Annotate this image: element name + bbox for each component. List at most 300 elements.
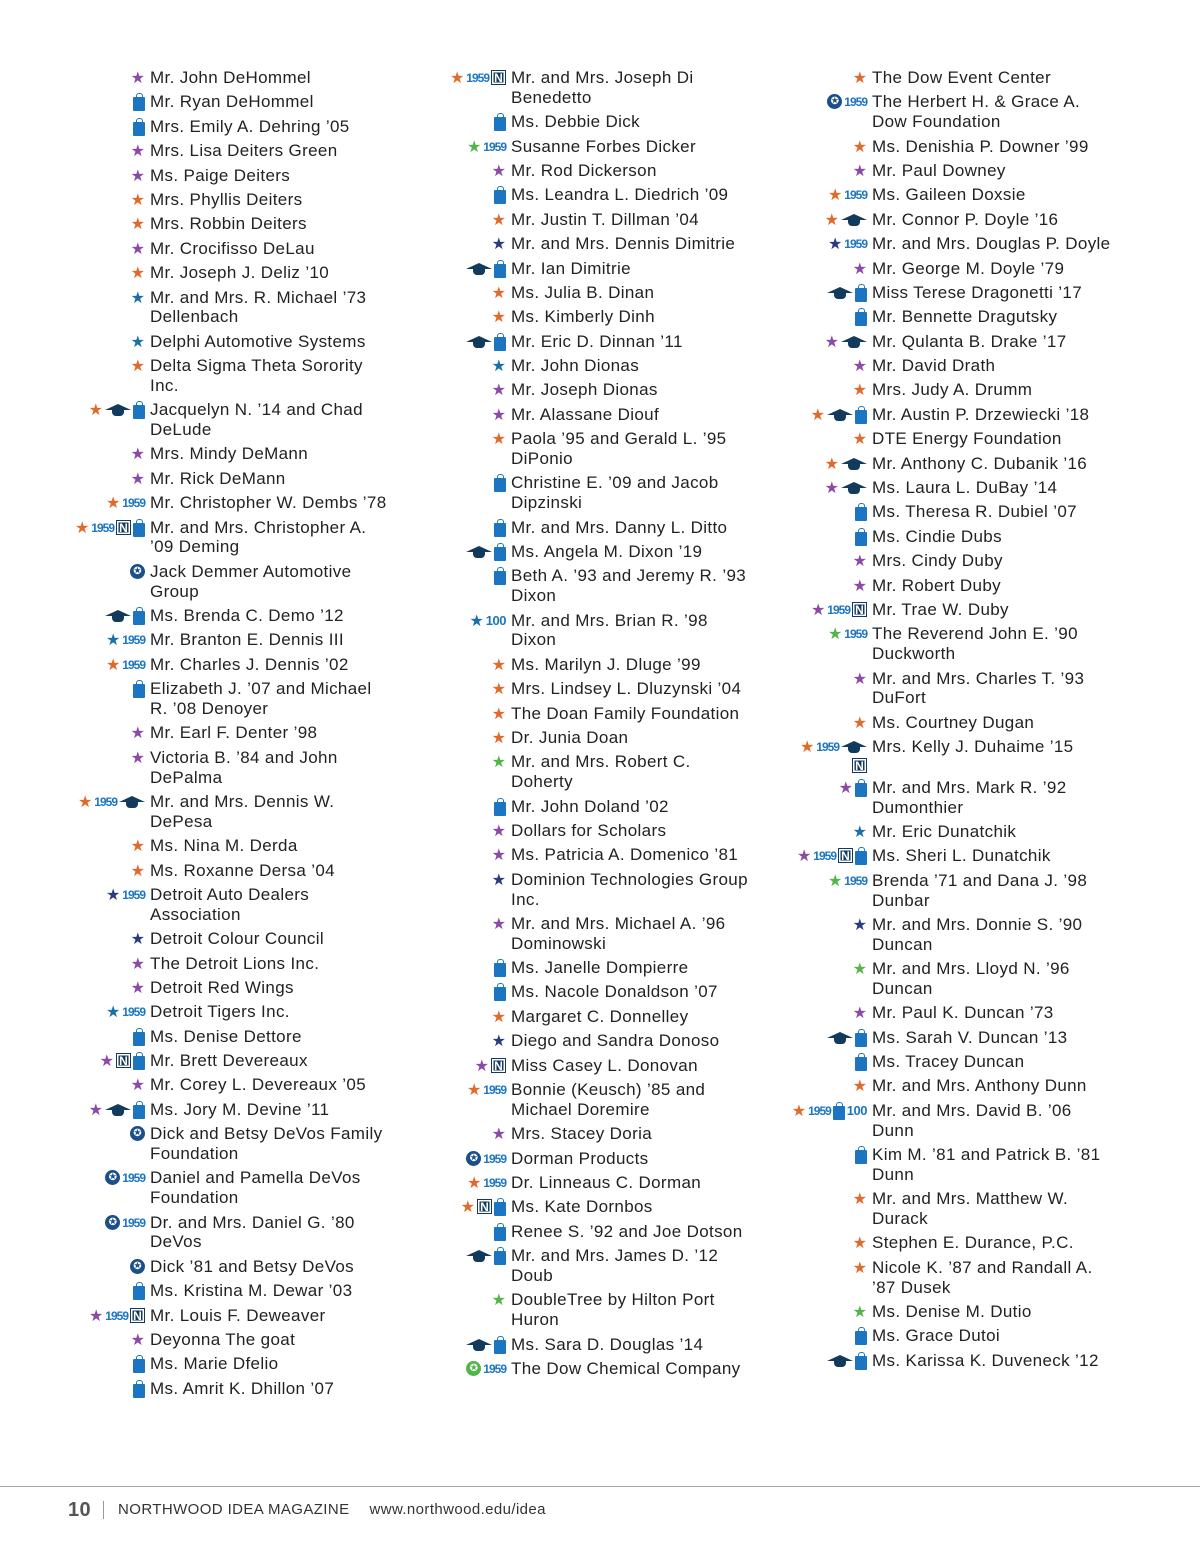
donor-name: Detroit Tigers Inc. bbox=[150, 1002, 290, 1022]
star-orange-icon: ★ bbox=[827, 187, 843, 205]
star-orange-icon: ★ bbox=[791, 1102, 807, 1120]
star-orange-icon: ★ bbox=[449, 70, 465, 87]
donor-icons bbox=[62, 1168, 150, 1186]
donor-icons bbox=[784, 1076, 872, 1095]
graduation-cap-icon bbox=[827, 287, 853, 301]
shopping-bag-icon bbox=[855, 851, 867, 865]
star-navy-icon: ★ bbox=[852, 916, 867, 934]
donor-entry bbox=[784, 259, 1114, 279]
shopping-bag-icon bbox=[133, 97, 145, 111]
donor-name: Ms. Grace Dutoi bbox=[872, 1326, 1001, 1346]
donor-icons bbox=[62, 1100, 150, 1119]
donor-icons bbox=[784, 600, 872, 619]
shopping-bag-icon bbox=[133, 523, 145, 537]
donor-entry bbox=[62, 1306, 392, 1326]
donor-name: Deyonna The goat bbox=[150, 1329, 296, 1349]
donor-entry bbox=[784, 576, 1114, 596]
society-1959-icon: 1959 bbox=[808, 1103, 831, 1118]
donor-name: Delphi Automotive Systems bbox=[150, 331, 366, 351]
star-orange-icon: ★ bbox=[852, 1235, 867, 1253]
donor-icons bbox=[62, 655, 150, 674]
star-blue-icon: ★ bbox=[130, 289, 145, 307]
star-orange-icon: ★ bbox=[491, 705, 506, 723]
donor-entry bbox=[62, 400, 392, 440]
star-purple-icon: ★ bbox=[824, 480, 839, 498]
donor-icons bbox=[62, 239, 150, 258]
star-blue-icon: ★ bbox=[130, 333, 145, 351]
donor-icons bbox=[423, 185, 511, 204]
donor-name: Mr. Joseph J. Deliz ’10 bbox=[150, 263, 330, 283]
star-orange-icon: ★ bbox=[824, 455, 839, 473]
shopping-bag-icon bbox=[133, 611, 145, 625]
donor-entry bbox=[784, 137, 1114, 157]
donor-icons bbox=[423, 1197, 511, 1216]
shopping-bag-icon bbox=[855, 288, 867, 302]
star-purple-icon: ★ bbox=[491, 915, 506, 933]
donor-icons bbox=[62, 1306, 150, 1325]
northwood-n-icon: N bbox=[116, 1053, 131, 1068]
donor-name: Mr. and Mrs. Donnie S. ’90 Duncan bbox=[872, 914, 1083, 954]
donor-entry bbox=[784, 1233, 1114, 1253]
donor-name: Margaret C. Donnelley bbox=[511, 1006, 689, 1026]
society-1959-icon: 1959 bbox=[483, 1151, 506, 1166]
donor-name: Mr. and Mrs. R. Michael ’73 Dellenbach bbox=[150, 287, 367, 327]
footer-separator bbox=[103, 1501, 104, 1519]
northwood-n-icon: N bbox=[838, 848, 853, 863]
donor-entry bbox=[423, 752, 753, 792]
donor-name: Nicole K. ’87 and Randall A. ’87 Dusek bbox=[872, 1257, 1093, 1297]
donor-icons bbox=[62, 978, 150, 997]
donor-icons bbox=[423, 429, 511, 448]
donor-entry bbox=[423, 112, 753, 132]
donor-icons bbox=[62, 1002, 150, 1021]
star-blue-icon: ★ bbox=[469, 612, 484, 630]
donor-entry bbox=[784, 959, 1114, 999]
donor-name: Ms. Sarah V. Duncan ’13 bbox=[872, 1027, 1068, 1047]
donor-name: Ms. Kimberly Dinh bbox=[511, 307, 655, 327]
donor-icons bbox=[62, 166, 150, 185]
donor-column-1 bbox=[62, 68, 392, 1403]
donor-entry bbox=[784, 1351, 1114, 1371]
graduation-cap-icon bbox=[827, 409, 853, 423]
donor-entry bbox=[784, 210, 1114, 230]
society-1959-icon: 1959 bbox=[122, 496, 145, 511]
star-purple-icon: ★ bbox=[491, 406, 506, 424]
donor-entry bbox=[62, 1213, 392, 1253]
donor-icons bbox=[784, 1101, 872, 1120]
shopping-bag-icon bbox=[833, 1106, 845, 1120]
donor-icons bbox=[423, 752, 511, 771]
donor-icons bbox=[62, 518, 150, 537]
donor-name: Miss Terese Dragonetti ’17 bbox=[872, 282, 1083, 302]
donor-icons bbox=[62, 836, 150, 855]
donor-icons bbox=[784, 778, 872, 797]
star-green-icon: ★ bbox=[827, 872, 843, 890]
circle-star-icon: ✪ bbox=[130, 564, 145, 579]
donor-icons bbox=[784, 429, 872, 448]
donor-entry bbox=[423, 283, 753, 303]
donor-entry bbox=[62, 1100, 392, 1120]
donor-entry bbox=[62, 493, 392, 513]
star-purple-icon: ★ bbox=[491, 847, 506, 865]
donor-icons bbox=[62, 288, 150, 307]
donor-entry bbox=[62, 332, 392, 352]
donor-entry bbox=[784, 551, 1114, 571]
donor-icons bbox=[423, 518, 511, 537]
graduation-cap-icon bbox=[827, 1355, 853, 1369]
donor-entry bbox=[62, 679, 392, 719]
donor-entry bbox=[784, 713, 1114, 733]
donor-name: Dr. Linneaus C. Dorman bbox=[511, 1173, 702, 1193]
donor-icons bbox=[784, 454, 872, 473]
donor-icons bbox=[784, 405, 872, 424]
donor-entry bbox=[423, 1246, 753, 1286]
shopping-bag-icon bbox=[133, 1105, 145, 1119]
donor-icons bbox=[784, 137, 872, 156]
donor-entry bbox=[62, 929, 392, 949]
footer-divider bbox=[0, 1486, 1200, 1487]
star-purple-icon: ★ bbox=[99, 1053, 114, 1071]
donor-entry bbox=[423, 1056, 753, 1076]
shopping-bag-icon bbox=[855, 532, 867, 546]
star-navy-icon: ★ bbox=[827, 236, 843, 254]
donor-icons bbox=[62, 792, 150, 811]
shopping-bag-icon bbox=[494, 571, 506, 585]
star-purple-icon: ★ bbox=[130, 979, 145, 997]
donor-name: Mrs. Judy A. Drumm bbox=[872, 380, 1033, 400]
donor-entry bbox=[423, 234, 753, 254]
star-orange-icon: ★ bbox=[852, 382, 867, 400]
donor-icons bbox=[423, 1359, 511, 1377]
society-1959-icon: 1959 bbox=[483, 1361, 506, 1376]
circle-star-icon: ✪ bbox=[827, 94, 842, 109]
circle-star-icon: ✪ bbox=[105, 1215, 120, 1230]
star-purple-icon: ★ bbox=[130, 1331, 145, 1349]
donor-name: The Doan Family Foundation bbox=[511, 703, 740, 723]
donor-name: Paola ’95 and Gerald L. ’95 DiPonio bbox=[511, 429, 727, 469]
star-orange-icon: ★ bbox=[852, 1191, 867, 1209]
donor-entry bbox=[62, 954, 392, 974]
star-purple-icon: ★ bbox=[130, 749, 145, 767]
donor-name: The Detroit Lions Inc. bbox=[150, 953, 320, 973]
donor-name: Mrs. Cindy Duby bbox=[872, 551, 1003, 571]
donor-entry bbox=[423, 1031, 753, 1051]
donor-entry bbox=[423, 1335, 753, 1355]
shopping-bag-icon bbox=[133, 684, 145, 698]
donor-name: Renee S. ’92 and Joe Dotson bbox=[511, 1221, 743, 1241]
donor-name: Mr. Ryan DeHommel bbox=[150, 92, 314, 112]
donor-entry bbox=[423, 1124, 753, 1144]
donor-entry bbox=[62, 166, 392, 186]
star-orange-icon: ★ bbox=[852, 138, 867, 156]
donor-name: Mr. Austin P. Drzewiecki ’18 bbox=[872, 404, 1090, 424]
donor-name: Mr. Brett Devereaux bbox=[150, 1051, 308, 1071]
donor-name: Mr. and Mrs. Brian R. ’98 Dixon bbox=[511, 610, 708, 650]
graduation-cap-icon bbox=[841, 482, 867, 496]
donor-name: Mr. and Mrs. Robert C. Doherty bbox=[511, 752, 691, 792]
donor-name: Mrs. Stacey Doria bbox=[511, 1124, 653, 1144]
donor-entry bbox=[423, 68, 753, 108]
donor-entry bbox=[784, 307, 1114, 327]
star-purple-icon: ★ bbox=[130, 955, 145, 973]
star-orange-icon: ★ bbox=[852, 70, 867, 87]
donor-column-2 bbox=[423, 68, 753, 1383]
donor-entry bbox=[62, 836, 392, 856]
donor-name: Mr. and Mrs. Douglas P. Doyle bbox=[872, 234, 1111, 254]
donor-name: Mr. Bennette Dragutsky bbox=[872, 307, 1058, 327]
circle-star-icon: ✪ bbox=[105, 1170, 120, 1185]
donor-icons bbox=[784, 669, 872, 688]
shopping-bag-icon bbox=[494, 963, 506, 977]
shopping-bag-icon bbox=[494, 478, 506, 492]
star-orange-icon: ★ bbox=[130, 358, 145, 376]
circle-star-icon: ✪ bbox=[466, 1151, 481, 1166]
star-orange-icon: ★ bbox=[105, 656, 121, 674]
donor-name: Diego and Sandra Donoso bbox=[511, 1031, 720, 1051]
donor-icons bbox=[784, 1003, 872, 1022]
star-green-icon: ★ bbox=[491, 754, 506, 772]
donor-entry bbox=[423, 870, 753, 910]
donor-name: Jack Demmer Automotive Group bbox=[150, 561, 352, 601]
donor-entry bbox=[784, 778, 1114, 818]
shopping-bag-icon bbox=[494, 190, 506, 204]
donor-icons bbox=[62, 1124, 150, 1142]
shopping-bag-icon bbox=[494, 337, 506, 351]
donor-name: Mr. Branton E. Dennis III bbox=[150, 630, 344, 650]
society-1959-icon: 1959 bbox=[844, 627, 867, 642]
shopping-bag-icon bbox=[855, 783, 867, 797]
society-1959-icon: 1959 bbox=[91, 520, 114, 535]
donor-icons bbox=[423, 234, 511, 253]
donor-entry bbox=[423, 1222, 753, 1242]
donor-entry bbox=[423, 704, 753, 724]
star-purple-icon: ★ bbox=[838, 779, 853, 797]
donor-entry bbox=[784, 1101, 1114, 1141]
donor-icons bbox=[784, 332, 872, 351]
donor-icons bbox=[784, 959, 872, 978]
donor-name: Ms. Marie Dfelio bbox=[150, 1354, 279, 1374]
donor-entry bbox=[423, 405, 753, 425]
donor-entry bbox=[423, 566, 753, 606]
donor-name: Miss Casey L. Donovan bbox=[511, 1055, 698, 1075]
star-purple-icon: ★ bbox=[852, 1005, 867, 1023]
donor-column-3 bbox=[784, 68, 1114, 1375]
society-1959-icon: 1959 bbox=[844, 237, 867, 252]
star-navy-icon: ★ bbox=[491, 236, 506, 254]
donor-icons bbox=[784, 185, 872, 204]
donor-name: Ms. Kristina M. Dewar ’03 bbox=[150, 1281, 353, 1301]
shopping-bag-icon bbox=[494, 1340, 506, 1354]
donor-name: Ms. Amrit K. Dhillon ’07 bbox=[150, 1378, 335, 1398]
star-purple-icon: ★ bbox=[491, 822, 506, 840]
donor-icons bbox=[423, 728, 511, 747]
donor-icons bbox=[62, 117, 150, 136]
donor-name: Mrs. Robbin Deiters bbox=[150, 214, 307, 234]
donor-name: Mr. Alassane Diouf bbox=[511, 404, 660, 424]
star-orange-icon: ★ bbox=[852, 1078, 867, 1096]
donor-entry bbox=[423, 1080, 753, 1120]
star-purple-icon: ★ bbox=[130, 70, 145, 87]
star-purple-icon: ★ bbox=[852, 577, 867, 595]
donor-entry bbox=[423, 332, 753, 352]
donor-entry bbox=[62, 117, 392, 137]
donor-entry bbox=[784, 737, 1114, 773]
donor-entry bbox=[784, 283, 1114, 303]
star-green-icon: ★ bbox=[827, 626, 843, 644]
star-purple-icon: ★ bbox=[130, 167, 145, 185]
donor-icons bbox=[784, 737, 872, 773]
donor-entry bbox=[784, 332, 1114, 352]
star-orange-icon: ★ bbox=[852, 714, 867, 732]
donor-name: Mr. Paul Downey bbox=[872, 160, 1006, 180]
donor-name: Victoria B. ’84 and John DePalma bbox=[150, 747, 338, 787]
society-1959-icon: 1959 bbox=[483, 1176, 506, 1191]
donor-entry bbox=[62, 861, 392, 881]
donor-entry bbox=[784, 502, 1114, 522]
donor-entry bbox=[784, 1003, 1114, 1023]
donor-entry bbox=[423, 307, 753, 327]
donor-name: Ms. Julia B. Dinan bbox=[511, 282, 655, 302]
shopping-bag-icon bbox=[855, 1033, 867, 1047]
donor-icons bbox=[784, 234, 872, 253]
donor-name: Mr. John DeHommel bbox=[150, 68, 311, 87]
donor-entry bbox=[423, 210, 753, 230]
star-purple-icon: ★ bbox=[88, 1101, 103, 1119]
donor-icons bbox=[423, 1080, 511, 1099]
donor-entry bbox=[423, 1149, 753, 1169]
donor-icons bbox=[423, 210, 511, 229]
donor-entry bbox=[423, 728, 753, 748]
donor-name: Kim M. ’81 and Patrick B. ’81 Dunn bbox=[872, 1145, 1101, 1184]
donor-entry bbox=[784, 822, 1114, 842]
donor-entry bbox=[62, 444, 392, 464]
donor-entry bbox=[784, 1258, 1114, 1298]
donor-icons bbox=[423, 137, 511, 156]
donor-entry bbox=[423, 914, 753, 954]
donor-icons bbox=[62, 562, 150, 580]
donor-icons bbox=[62, 1379, 150, 1398]
graduation-cap-icon bbox=[841, 741, 867, 755]
star-purple-icon: ★ bbox=[130, 446, 145, 464]
donor-name: Ms. Denishia P. Downer ’99 bbox=[872, 136, 1089, 156]
star-orange-icon: ★ bbox=[824, 211, 839, 229]
donor-entry bbox=[423, 380, 753, 400]
donor-name: Ms. Roxanne Dersa ’04 bbox=[150, 860, 335, 880]
star-purple-icon: ★ bbox=[130, 470, 145, 488]
donor-entry bbox=[423, 679, 753, 699]
donor-name: Ms. Denise M. Dutio bbox=[872, 1301, 1032, 1321]
donor-name: Mr. Rod Dickerson bbox=[511, 160, 657, 180]
star-purple-icon: ★ bbox=[810, 602, 826, 619]
donor-name: Ms. Courtney Dugan bbox=[872, 712, 1035, 732]
star-orange-icon: ★ bbox=[810, 406, 825, 424]
donor-name: Mr. David Drath bbox=[872, 356, 996, 376]
star-purple-icon: ★ bbox=[474, 1057, 489, 1075]
northwood-n-icon: N bbox=[491, 70, 506, 85]
shopping-bag-icon bbox=[494, 987, 506, 1001]
graduation-cap-icon bbox=[827, 1032, 853, 1046]
donor-name: Delta Sigma Theta Sorority Inc. bbox=[150, 356, 363, 395]
donor-icons bbox=[423, 1335, 511, 1354]
donor-entry bbox=[784, 161, 1114, 181]
shopping-bag-icon bbox=[494, 264, 506, 278]
donor-icons bbox=[423, 655, 511, 674]
star-orange-icon: ★ bbox=[491, 211, 506, 229]
donor-icons bbox=[62, 885, 150, 904]
shopping-bag-icon bbox=[494, 117, 506, 131]
star-orange-icon: ★ bbox=[130, 216, 145, 234]
donor-icons bbox=[423, 161, 511, 180]
donor-name: Mr. and Mrs. Dennis Dimitrie bbox=[511, 234, 736, 254]
shopping-bag-icon bbox=[855, 1331, 867, 1345]
donor-name: Ms. Karissa K. Duveneck ’12 bbox=[872, 1350, 1099, 1370]
donor-icons bbox=[62, 68, 150, 87]
donor-entry bbox=[423, 845, 753, 865]
graduation-cap-icon bbox=[105, 404, 131, 418]
donor-entry bbox=[423, 473, 753, 513]
donor-name: Ms. Angela M. Dixon ’19 bbox=[511, 542, 703, 562]
shopping-bag-icon bbox=[133, 1286, 145, 1300]
star-green-icon: ★ bbox=[491, 1292, 506, 1310]
donor-entry bbox=[423, 356, 753, 376]
donor-name: Mr. Eric Dunatchik bbox=[872, 821, 1017, 841]
donor-icons bbox=[784, 1028, 872, 1047]
star-navy-icon: ★ bbox=[491, 1033, 506, 1051]
graduation-cap-icon bbox=[119, 796, 145, 810]
star-orange-icon: ★ bbox=[130, 265, 145, 283]
donor-icons bbox=[62, 141, 150, 160]
donor-name: Dr. and Mrs. Daniel G. ’80 DeVos bbox=[150, 1212, 355, 1252]
donor-entry bbox=[62, 562, 392, 602]
donor-icons bbox=[62, 748, 150, 767]
star-orange-icon: ★ bbox=[130, 862, 145, 880]
donor-name: Mr. and Mrs. Joseph Di Benedetto bbox=[511, 68, 694, 107]
donor-name: Beth A. ’93 and Jeremy R. ’93 Dixon bbox=[511, 566, 747, 606]
star-orange-icon: ★ bbox=[491, 284, 506, 302]
page-footer bbox=[68, 1499, 546, 1521]
donor-entry bbox=[62, 1281, 392, 1301]
donor-name: Ms. Sheri L. Dunatchik bbox=[872, 846, 1051, 866]
donor-icons bbox=[62, 92, 150, 111]
donor-name: Mr. Rick DeMann bbox=[150, 468, 286, 488]
donor-entry bbox=[62, 518, 392, 558]
donor-name: Mrs. Lisa Deiters Green bbox=[150, 141, 338, 161]
donor-name: Mr. Paul K. Duncan ’73 bbox=[872, 1003, 1054, 1023]
donor-icons bbox=[423, 1031, 511, 1050]
northwood-n-icon: N bbox=[477, 1199, 492, 1214]
donor-entry bbox=[62, 190, 392, 210]
donor-icons bbox=[784, 1233, 872, 1252]
donor-entry bbox=[423, 1007, 753, 1027]
circle-star-icon: ✪ bbox=[466, 1361, 481, 1376]
donor-name: Detroit Auto Dealers Association bbox=[150, 884, 310, 924]
magazine-url[interactable]: www.northwood.edu/idea bbox=[369, 1501, 546, 1518]
donor-name: Mr. Ian Dimitrie bbox=[511, 258, 631, 278]
shopping-bag-icon bbox=[133, 1056, 145, 1070]
donor-icons bbox=[784, 1052, 872, 1071]
star-purple-icon: ★ bbox=[852, 670, 867, 688]
star-purple-icon: ★ bbox=[130, 143, 145, 161]
northwood-n-icon: N bbox=[491, 1058, 506, 1073]
donor-icons bbox=[784, 1302, 872, 1321]
donor-name: Ms. Paige Deiters bbox=[150, 165, 291, 185]
donor-name: Ms. Patricia A. Domenico ’81 bbox=[511, 845, 739, 865]
donor-icons bbox=[784, 1351, 872, 1370]
shopping-bag-icon bbox=[494, 1251, 506, 1265]
donor-icons bbox=[423, 380, 511, 399]
donor-icons bbox=[423, 982, 511, 1001]
donor-icons bbox=[423, 68, 511, 87]
